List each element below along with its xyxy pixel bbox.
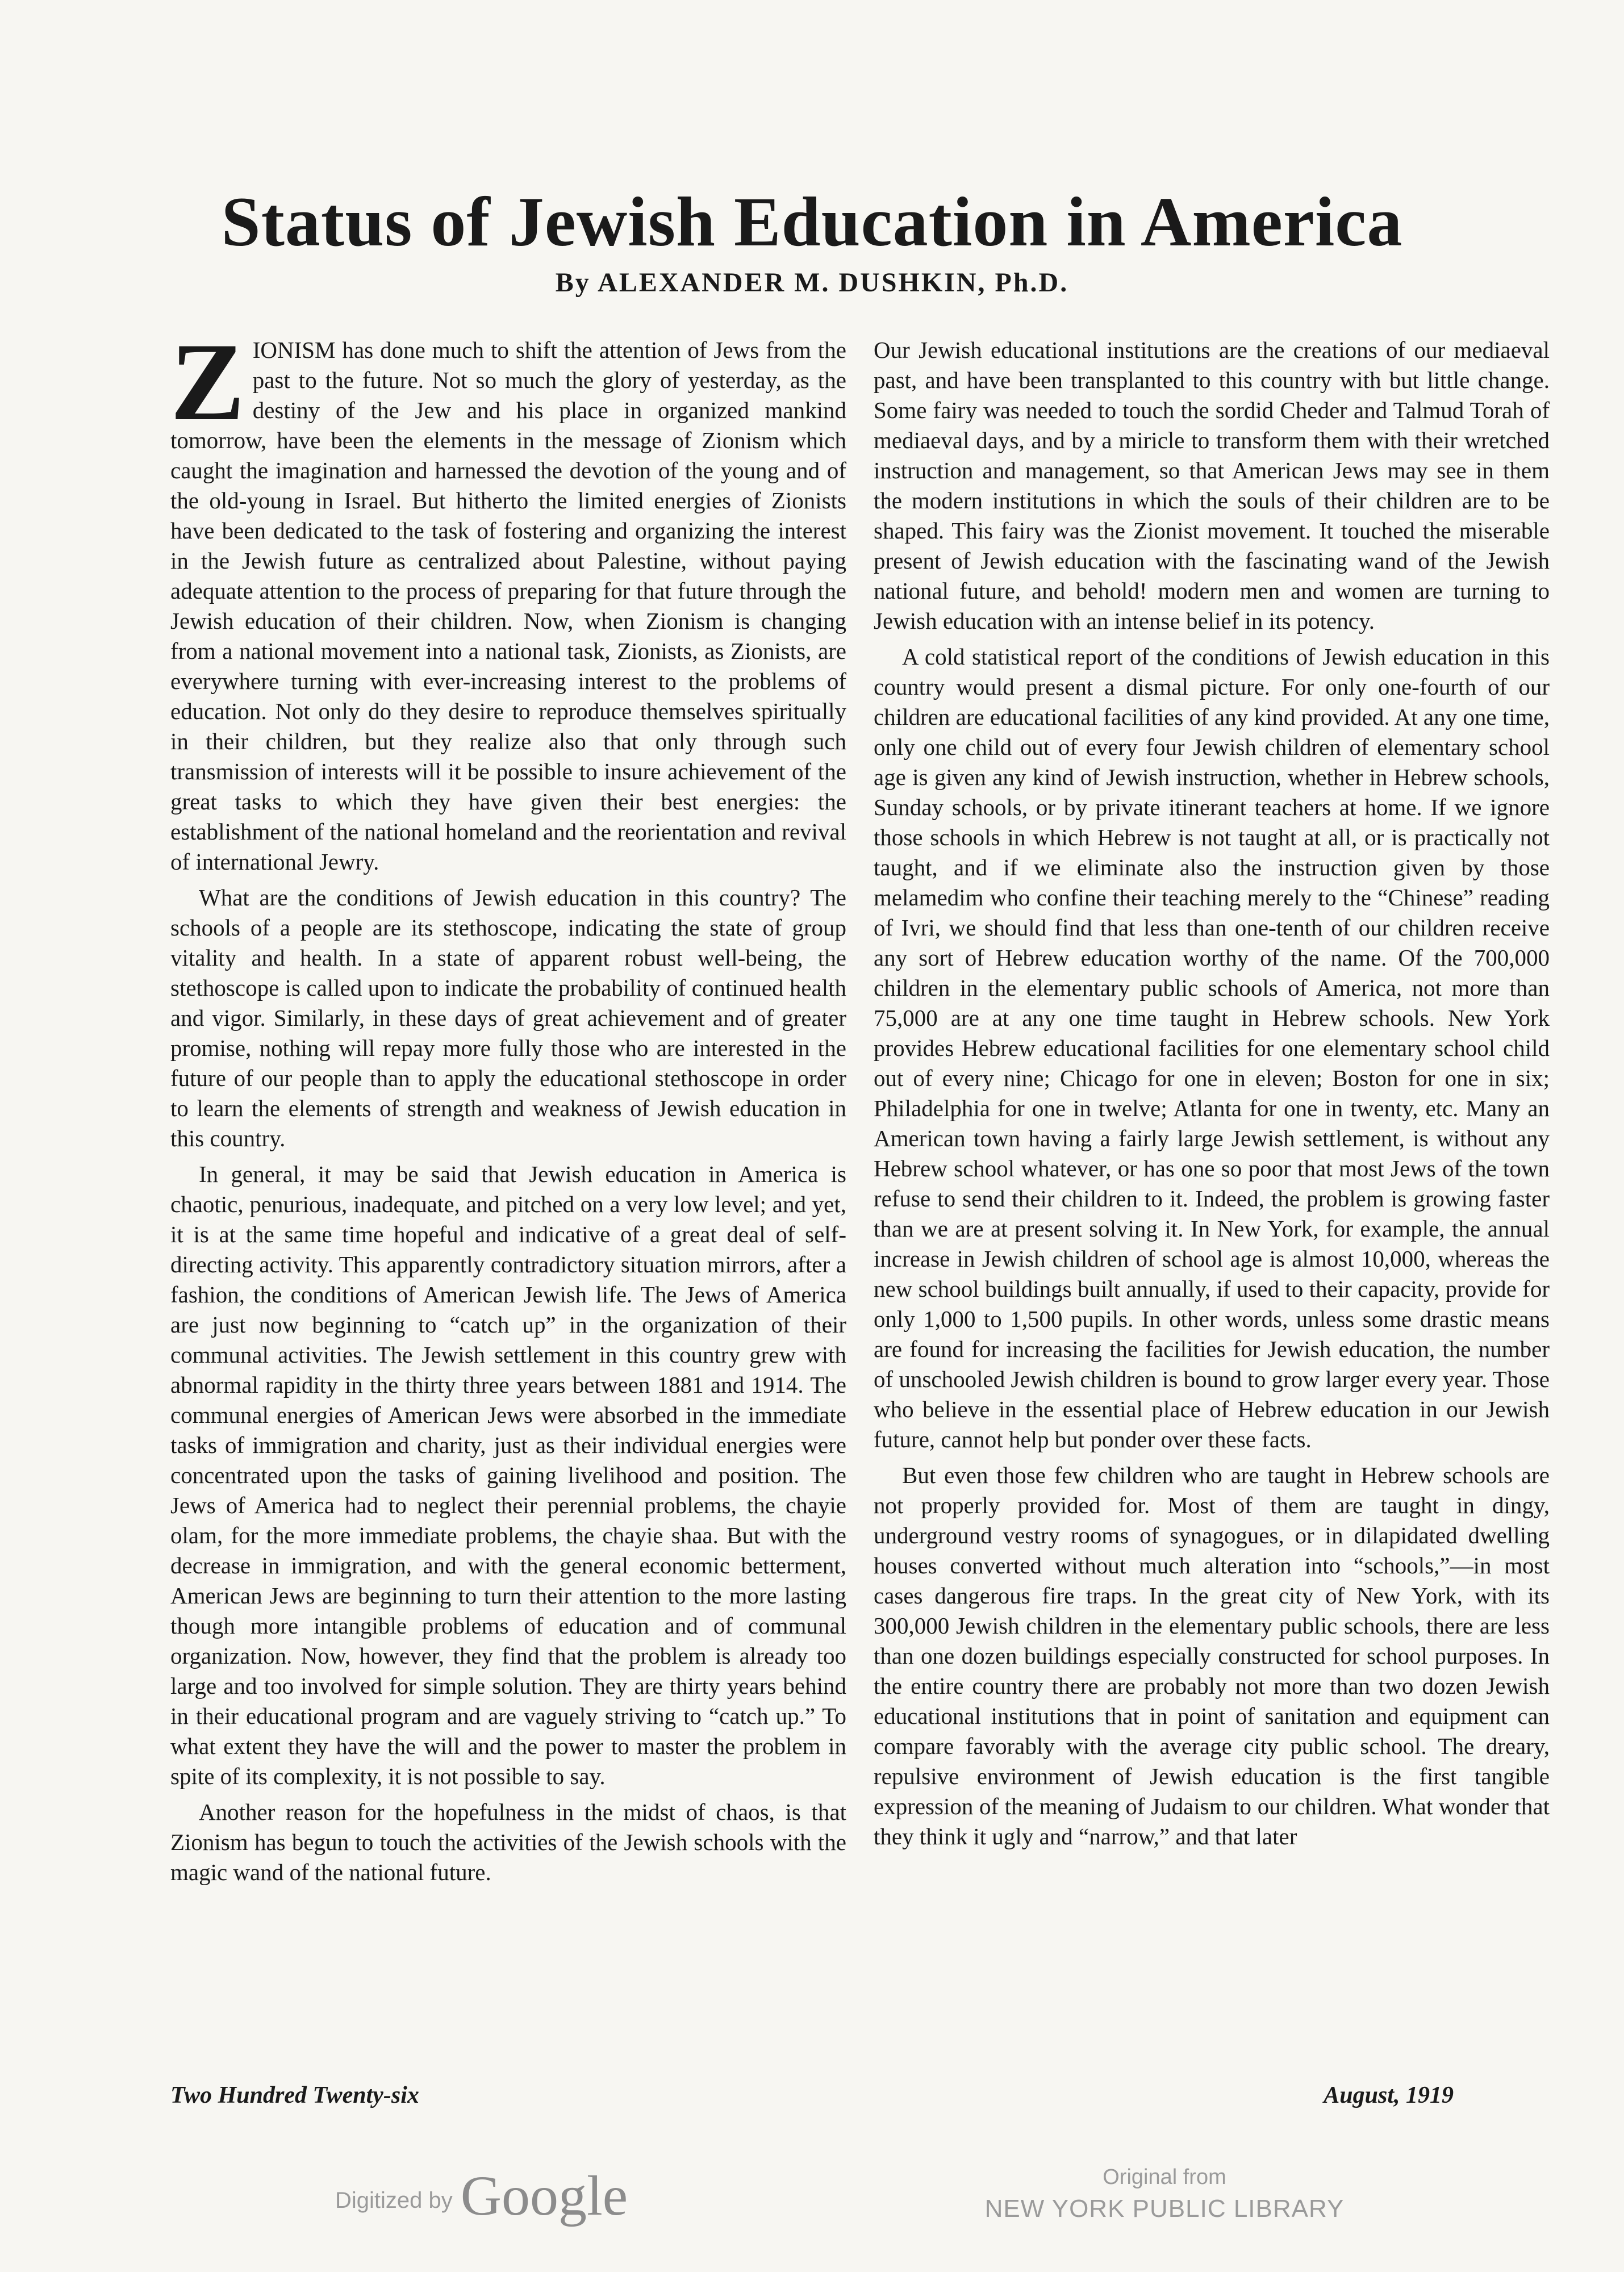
page-number-label: Two Hundred Twenty-six: [170, 2082, 419, 2108]
digitized-by-text: Digitized by: [335, 2187, 453, 2213]
right-column: [874, 335, 1550, 1857]
digitized-by-watermark: [335, 2161, 628, 2229]
original-from-text: Original from: [1103, 2165, 1226, 2189]
library-name: NEW YORK PUBLIC LIBRARY: [984, 2195, 1345, 2223]
original-from-watermark: [966, 2161, 1363, 2225]
paragraph-text: IONISM has done much to shift the attention of Jews from the past to the future. Not so much the glory of yesterday, as the destiny of the Jew and his place in organized mankind tomorrow, have been the elements in the message of Zionism which caught the imagination and harnessed the devotion of the young and of the old-young in Israel. But hitherto the limited energies of Zionists have been dedicated to the task of fostering and organizing the interest in the Jewish future as centralized about Palestine, without paying adequate attention to the process of preparing for that future through the Jewish education of their children. Now, when Zionism is changing from a national movement into a national task, Zionists, as Zionists, are everywhere turning with ever-increasing interest to the problems of education. Not only do they desire to reproduce themselves spiritually in their children, but they realize also that only through such transmission of interests will it be possible to insure achievement of the great tasks to which they have given their best energies: the establishment of the national homeland and the reorientation and revival of international Jewry.: [170, 337, 846, 875]
paragraph: Our Jewish educational institutions are the creations of our mediaeval past, and have been transplanted to this country with but little change. Some fairy was needed to touch the sordid Cheder and Talmud Torah of mediaeval days, and by a miricle to transform them with their wretched instruction and management, so that American Jews may see in them the modern institutions in which the souls of their children are to be shaped. This fairy was the Zionist movement. It touched the miserable present of Jewish education with the fascinating wand of the Jewish national future, and behold! modern men and women are turning to Jewish education with an intense belief in its potency.: [874, 337, 1550, 634]
article-title: Status of Jewish Education in America: [221, 183, 1403, 261]
issue-date: August, 1919: [1324, 2082, 1454, 2108]
paragraph: [170, 320, 846, 877]
left-column: [170, 320, 846, 1893]
paragraph: A cold statistical report of the conditions of Jewish education in this country would present a dismal picture. For only one-fourth of our children are educational facilities of any kind provided. At any one time, only one child out of every four Jewish children of elementary school age is given any kind of Jewish instruction, whether in Hebrew schools, Sunday schools, or by private itinerant teachers at home. If we ignore those schools in which Hebrew is not taught at all, or is practically not taught, and if we eliminate also the instruction given by those melamedim who confine their teaching merely to the “Chinese” reading of Ivri, we should find that less than one-tenth of our children receive any sort of Hebrew education worthy of the name. Of the 700,000 children in the elementary public schools of America, not more than 75,000 are at any one time taught in Hebrew schools. New York provides Hebrew educational facilities for one elementary school child out of every nine; Chicago for one in eleven; Boston for one in six; Philadelphia for one in twelve; Atlanta for one in twenty, etc. Many an American town having a fairly large Jewish settlement, is without any Hebrew school whatever, or has one so poor that most Jews of the town refuse to send their children to it. Indeed, the problem is growing faster than we are at present solving it. In New York, for example, the annual increase in Jewish children of school age is almost 10,000, whereas the new school buildings built annually, if used to their capacity, provide for only 1,000 to 1,500 pupils. In other words, unless some drastic means are found for increasing the facilities for Jewish education, the number of unschooled Jewish children is bound to grow larger every year. Those who believe in the essential place of Hebrew education in our Jewish future, cannot help but ponder over these facts.: [874, 644, 1550, 1452]
google-logo: Google: [460, 2164, 628, 2227]
paragraph: What are the conditions of Jewish education in this country? The schools of a people are its stethoscope, indicating the state of group vitality and health. In a state of apparent robust well-being, the stethoscope is called upon to indicate the probability of continued health and vigor. Similarly, in these days of great achievement and of greater promise, nothing will repay more fully those who are interested in the future of our people than to apply the educational stethoscope in order to learn the elements of strength and weakness of Jewish education in this country.: [170, 884, 846, 1151]
paragraph: Another reason for the hopefulness in the midst of chaos, is that Zionism has begun to touch the activities of the Jewish schools with the magic wand of the national future.: [170, 1799, 846, 1885]
article-byline: By ALEXANDER M. DUSHKIN, Ph.D.: [555, 268, 1069, 298]
drop-cap: Z: [170, 320, 245, 444]
paragraph: But even those few children who are taught in Hebrew schools are not properly provided for. Most of them are taught in dingy, underground vestry rooms of synagogues, or in dilapidated dwelling houses converted without much alteration into “schools,”—in most cases dangerous fire traps. In the great city of New York, with its 300,000 Jewish children in the elementary public schools, there are less than one dozen buildings especially constructed for school purposes. In the entire country there are probably not more than two dozen Jewish educational institutions that in point of sanitation and equipment can compare favorably with the average city public school. The dreary, repulsive environment of Jewish education is the first tangible expression of the meaning of Judaism to our children. What wonder that they think it ugly and “narrow,” and that later: [874, 1462, 1550, 1849]
paragraph: In general, it may be said that Jewish education in America is chaotic, penurious, inadequate, and pitched on a very low level; and yet, it is at the same time hopeful and indicative of a great deal of self-directing activity. This apparently contradictory situation mirrors, after a fashion, the conditions of American Jewish life. The Jews of America are just now beginning to “catch up” in the organization of their communal activities. The Jewish settlement in this country grew with abnormal rapidity in the thirty three years between 1881 and 1914. The communal energies of American Jews were absorbed in the immediate tasks of immigration and charity, just as their individual energies were concentrated upon the tasks of gaining livelihood and position. The Jews of America had to neglect their perennial problems, the chayie olam, for the more immediate problems, the chayie shaa. But with the decrease in immigration, and with the general economic betterment, American Jews are beginning to turn their attention to the more lasting though more intangible problems of education and of communal organization. Now, however, they find that the problem is already too large and too involved for simple solution. They are thirty years behind in their educational program and are vaguely striving to “catch up.” To what extent they have the will and the power to master the problem in spite of its complexity, it is not possible to say.: [170, 1161, 846, 1789]
